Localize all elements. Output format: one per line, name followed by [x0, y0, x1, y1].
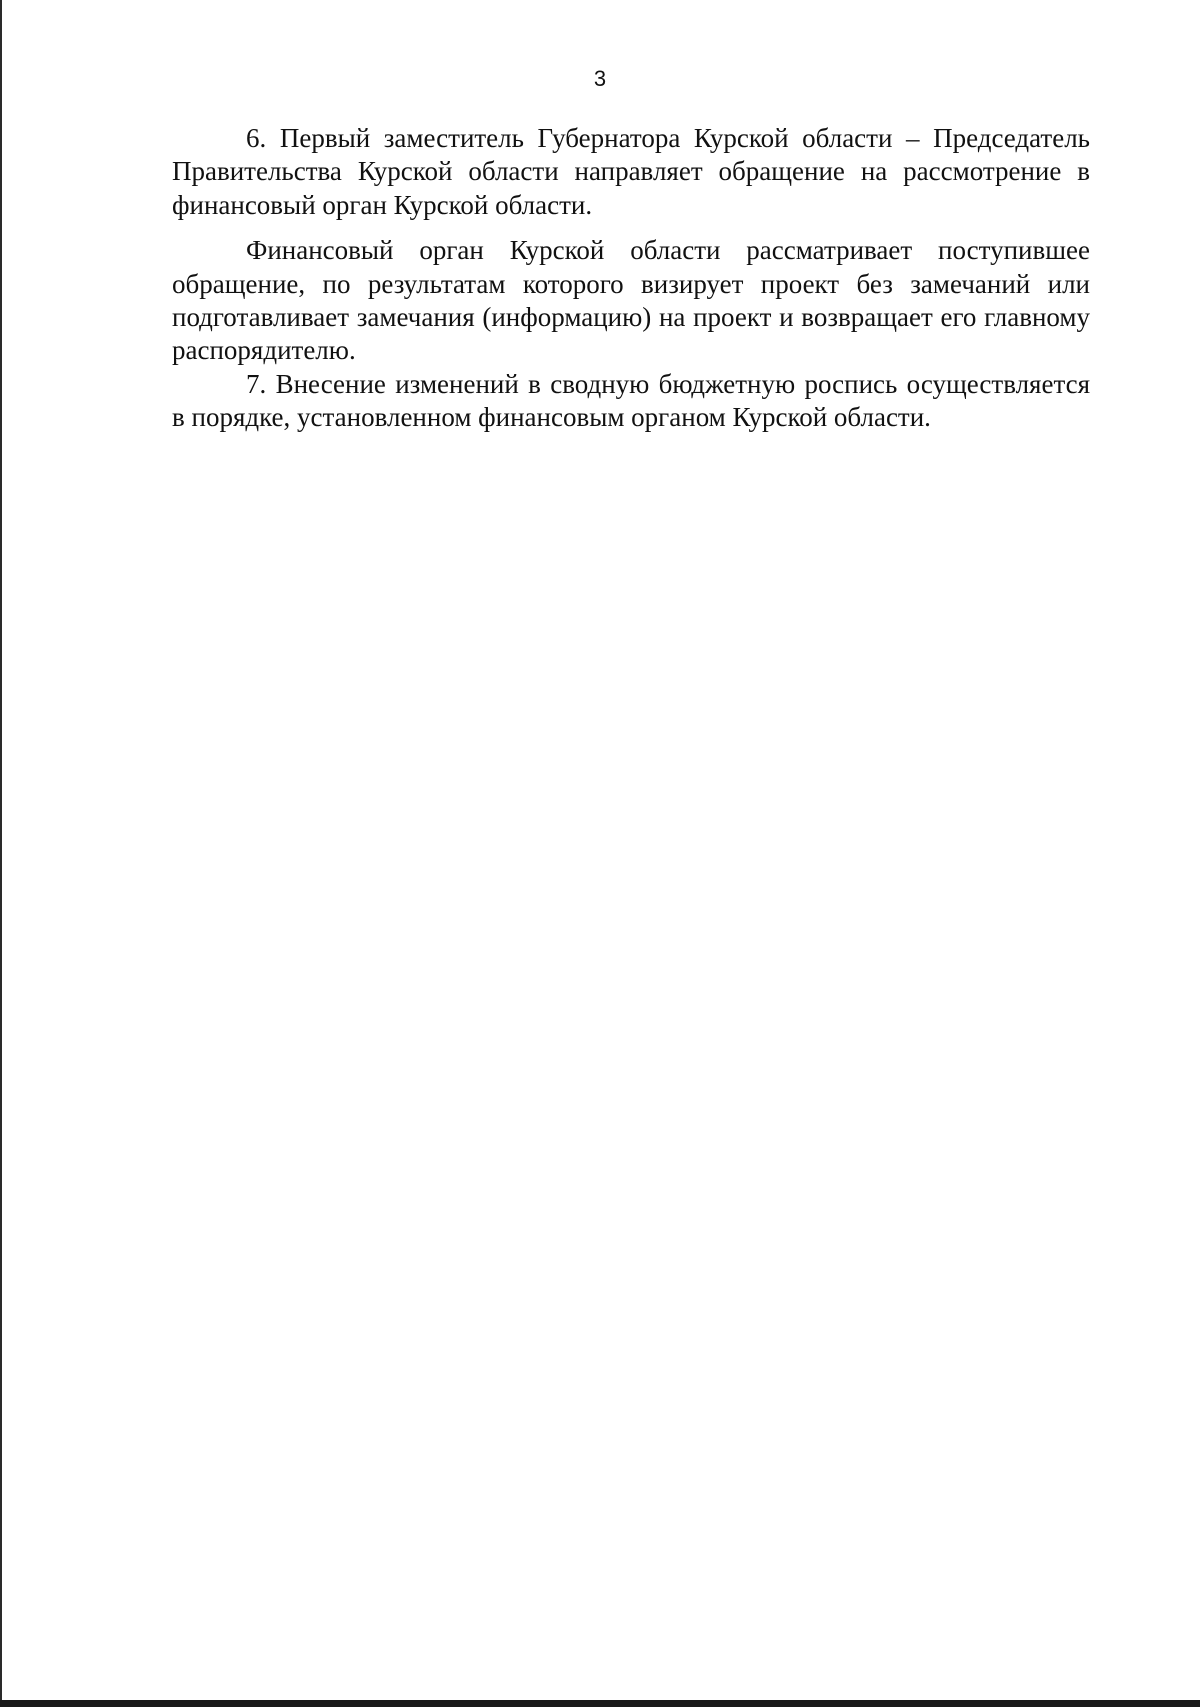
paragraph-6: 6. Первый заместитель Губернатора Курской области – Председатель Правительства Курской области направляет обращение на рассмотрение в финансовый орган Курской области.	[172, 123, 1090, 220]
document-body	[172, 122, 1090, 435]
paragraph-financial-organ: Финансовый орган Курской области рассматривает поступившее обращение, по результатам которого визирует проект без замечаний или подготавливает замечания (информацию) на проект и возвращает его главному распорядителю.	[172, 235, 1090, 366]
page-number: 3	[593, 66, 607, 91]
paragraph-7: 7. Внесение изменений в сводную бюджетную роспись осуществляется в порядке, установленном финансовым органом Курской области.	[172, 368, 1090, 433]
scan-edge-bottom	[0, 1700, 1200, 1707]
scan-edge-left	[0, 0, 2, 1707]
